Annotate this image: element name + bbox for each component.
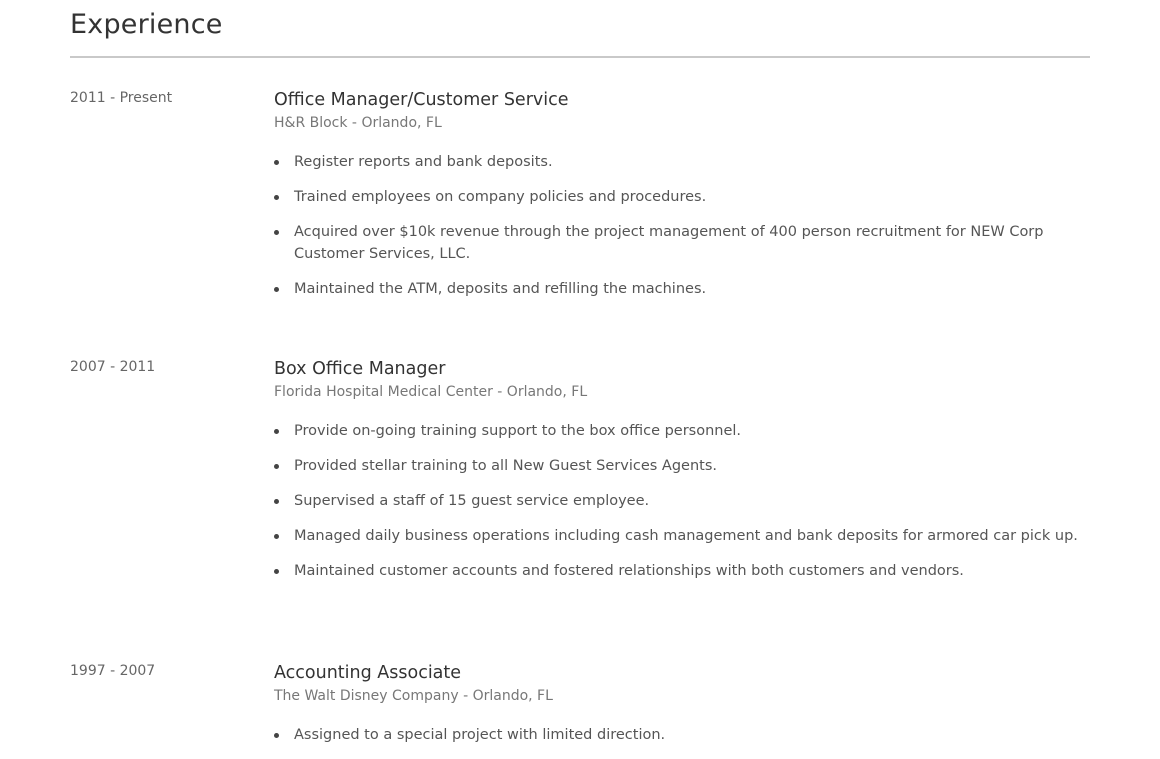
bullet-dot-icon (274, 733, 279, 738)
bullet-text: Maintained customer accounts and fostered relationships with both customers and vendors. (294, 563, 964, 579)
bullet-item (274, 525, 1084, 547)
bullet-dot-icon (274, 230, 279, 235)
bullet-dot-icon (274, 464, 279, 469)
bullet-dot-icon (274, 499, 279, 504)
entry-dates: 2011 - Present (70, 90, 173, 106)
entry-body (274, 358, 1084, 595)
bullet-text: Acquired over $10k revenue through the project management of 400 person recruitment for NEW Corp Customer Services, LLC. (294, 224, 1044, 262)
bullet-text: Maintained the ATM, deposits and refilling the machines. (294, 281, 707, 297)
bullet-dot-icon (274, 569, 279, 574)
bullet-text: Assigned to a special project with limited direction. (294, 727, 666, 743)
bullet-list (274, 420, 1084, 582)
bullet-item (274, 420, 1084, 442)
experience-section (70, 0, 1090, 743)
bullet-dot-icon (274, 534, 279, 539)
job-title: Box Office Manager (274, 359, 446, 379)
bullet-list (274, 724, 1084, 746)
bullet-text: Managed daily business operations including cash management and bank deposits for armored car pick up. (294, 528, 1078, 544)
bullet-text: Supervised a staff of 15 guest service employee. (294, 493, 650, 509)
bullet-item (274, 724, 1084, 746)
bullet-dot-icon (274, 160, 279, 165)
bullet-dot-icon (274, 429, 279, 434)
job-company: The Walt Disney Company - Orlando, FL (274, 688, 553, 704)
job-title: Office Manager/Customer Service (274, 90, 569, 110)
bullet-item (274, 455, 1084, 477)
bullet-item (274, 560, 1084, 582)
bullet-text: Register reports and bank deposits. (294, 154, 553, 170)
section-divider (70, 56, 1090, 58)
bullet-item (274, 186, 1084, 208)
bullet-item (274, 278, 1084, 300)
entry-body (274, 662, 1084, 759)
entry-dates: 1997 - 2007 (70, 663, 156, 679)
entry-body (274, 89, 1084, 313)
bullet-text: Trained employees on company policies and procedures. (294, 189, 707, 205)
bullet-item (274, 221, 1084, 265)
bullet-dot-icon (274, 287, 279, 292)
bullet-text: Provided stellar training to all New Guest Services Agents. (294, 458, 717, 474)
bullet-text: Provide on-going training support to the box office personnel. (294, 423, 742, 439)
job-title: Accounting Associate (274, 663, 462, 683)
bullet-list (274, 151, 1084, 300)
bullet-item (274, 151, 1084, 173)
bullet-item (274, 490, 1084, 512)
bullet-dot-icon (274, 195, 279, 200)
job-company: H&R Block - Orlando, FL (274, 115, 442, 131)
job-company: Florida Hospital Medical Center - Orlando, FL (274, 384, 588, 400)
entry-dates: 2007 - 2011 (70, 359, 156, 375)
section-title: Experience (70, 9, 223, 40)
